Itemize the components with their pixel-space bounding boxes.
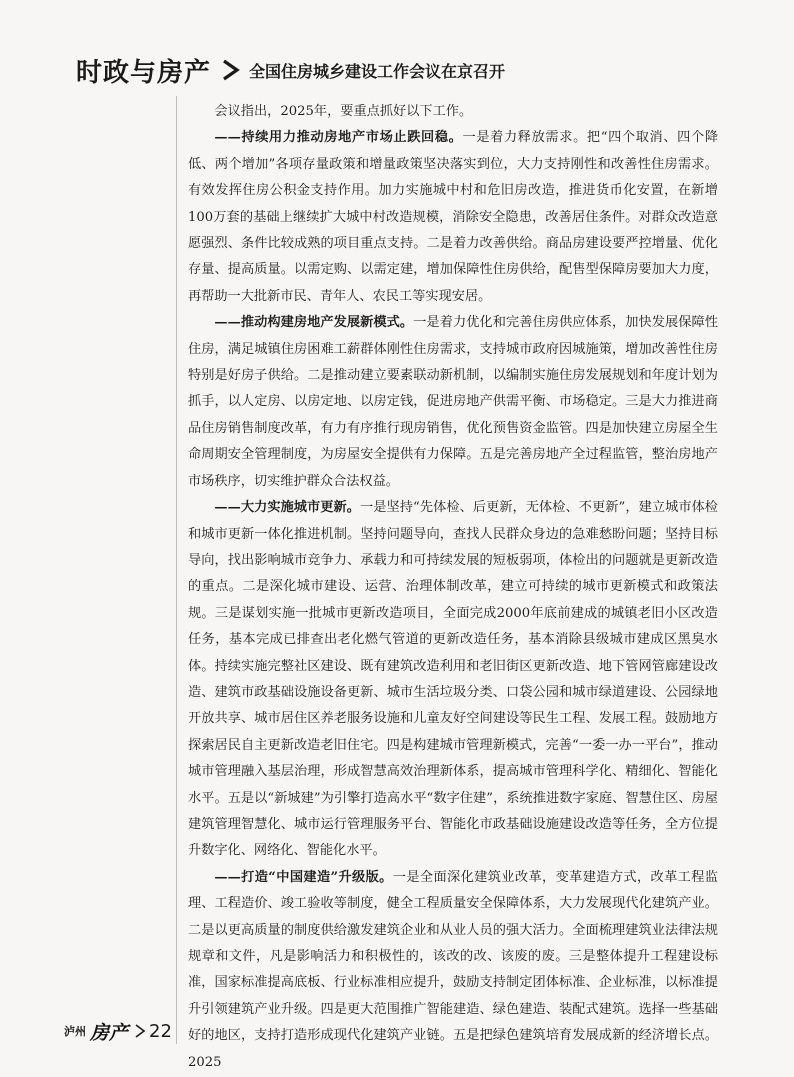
section-heading: ——推动构建房地产发展新模式。 xyxy=(214,315,414,331)
magazine-logo: 房产 xyxy=(90,1021,129,1044)
chevron-right-icon xyxy=(221,58,241,82)
section-heading: ——持续用力推动房地产市场止跌回稳。 xyxy=(214,130,463,146)
intro-paragraph: 会议指出，2025年，要重点抓好以下工作。 xyxy=(214,104,473,119)
page-number: 22 xyxy=(149,1020,172,1042)
section-paragraph xyxy=(188,310,718,495)
section-heading: ——打造“中国建造”升级版。 xyxy=(214,869,393,885)
section-text: 一是着力释放需求。把“四个取消、四个降低、两个增加”各项存量政策和增量政策坚决落实到位，大力支持刚性和改善性住房需求。有效发挥住房公积金支持作用。加力实施城中村和危旧房改造，推进货币化安置，在新增100万套的基础上继续扩大城中村改造规模，消除安全隐患，改善居住条件。对群众改造意愿强烈、条件比较成熟的项目重点支持。二是着力改善供给。商品房建设要严控增量、优化存量、提高质量。以需定购、以需定建，增加保障性住房供给，配售型保障房要加大力度，再帮助一大批新市民、青年人、农民工等实现安居。 xyxy=(188,130,719,304)
section-paragraph xyxy=(188,865,718,1076)
section-heading: ——大力实施城市更新。 xyxy=(214,500,361,516)
article-title: 全国住房城乡建设工作会议在京召开 xyxy=(249,61,506,81)
magazine-logo-city: 泸州 xyxy=(64,1025,86,1038)
page-footer xyxy=(64,1016,172,1046)
section-text: 一是坚持“先体检、后更新，无体检、不更新”，建立城市体检和城市更新一体化推进机制。坚持问题导向，查找人民群众身边的急难愁盼问题；坚持目标导向，找出影响城市竞争力、承载力和可持续发展的短板弱项，体检出的问题就是更新改造的重点。二是深化城市建设、运营、治理体制改革，建立可持续的城市更新模式和政策法规。三是谋划实施一批城市更新改造项目，全面完成2000年底前建成的城镇老旧小区改造任务，基本完成已排查出老化燃气管道的更新改造任务，基本消除县级城市建成区黑臭水体。持续实施完整社区建设、既有建筑改造利用和老旧街区更新改造、地下管网管廊建设改造、建筑市政基础设施设备更新、城市生活垃圾分类、口袋公园和城市绿道建设、公园绿地开放共享、城市居住区养老服务设施和儿童友好空间建设等民生工程、发展工程。鼓励地方探索居民自主更新改造老旧住宅。四是构建城市管理新模式，完善“一委一办一平台”，推动城市管理融入基层治理，形成智慧高效治理新体系，提高城市管理科学化、精细化、智能化水平。五是以“新城建”为引擎打造高水平“数字住建”，系统推进数字家庭、智慧住区、房屋建筑管理智慧化、城市运行管理服务平台、智能化市政基础设施建设改造等任务，全方位提升数字化、网络化、智能化水平。 xyxy=(188,500,718,859)
chevron-right-icon xyxy=(134,1023,146,1039)
article-body xyxy=(188,99,718,1076)
section-paragraph xyxy=(188,495,718,865)
page-header xyxy=(76,50,505,90)
section-paragraph xyxy=(188,125,718,310)
column-divider xyxy=(176,96,177,1044)
section-text: 一是全面深化建筑业改革，变革建造方式，改革工程监理、工程造价、竣工验收等制度，健全工程质量安全保障体系，大力发展现代化建筑产业。二是以更高质量的制度供给激发建筑企业和从业人员的强大活力。全面梳理建筑业法律法规规章和文件，凡是影响活力和积极性的，该改的改、该废的废。三是整体提升工程建设标准，国家标准提高底板、行业标准相应提升，鼓励支持制定团体标准、企业标准，以标准提升引领建筑产业升级。四是更大范围推广智能建造、绿色建造、装配式建筑。选择一些基础好的地区，支持打造形成现代化建筑产业链。五是把绿色建筑培育发展成新的经济增长点。2025 xyxy=(188,869,719,1070)
section-title: 时政与房产 xyxy=(76,57,212,88)
section-text: 一是着力优化和完善住房供应体系，加快发展保障性住房，满足城镇住房困难工薪群体刚性住房需求，支持城市政府因城施策，增加改善性住房特别是好房子供给。二是推动建立要素联动新机制，以编制实施住房发展规划和年度计划为抓手，以人定房、以房定地、以房定钱，促进房地产供需平衡、市场稳定。三是大力推进商品住房销售制度改革，有力有序推行现房销售，优化预售资金监管。四是加快建立房屋全生命周期安全管理制度，为房屋安全提供有力保障。五是完善房地产全过程监管，整治房地产市场秩序，切实维护群众合法权益。 xyxy=(188,315,719,489)
